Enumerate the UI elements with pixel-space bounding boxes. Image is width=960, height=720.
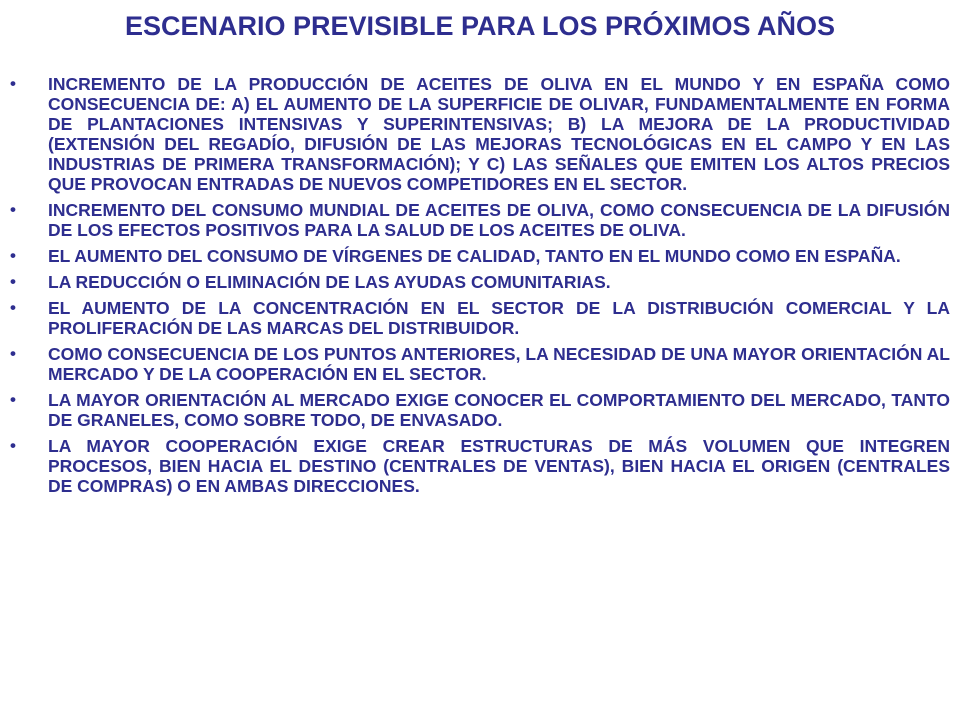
bullet-list xyxy=(0,74,960,502)
bullet-marker: • xyxy=(10,74,16,93)
bullet-text: EL AUMENTO DE LA CONCENTRACIÓN EN EL SECTOR DE LA DISTRIBUCIÓN COMERCIAL Y LA PROLIFERACIÓN DE LAS MARCAS DEL DISTRIBUIDOR. xyxy=(48,298,950,338)
bullet-item xyxy=(10,436,950,496)
bullet-text: LA REDUCCIÓN O ELIMINACIÓN DE LAS AYUDAS COMUNITARIAS. xyxy=(48,272,611,292)
bullet-item xyxy=(10,74,950,194)
bullet-marker: • xyxy=(10,272,16,291)
bullet-text: INCREMENTO DEL CONSUMO MUNDIAL DE ACEITES DE OLIVA, COMO CONSECUENCIA DE LA DIFUSIÓN DE LOS EFECTOS POSITIVOS PARA LA SALUD DE LOS ACEITES DE OLIVA. xyxy=(48,200,950,240)
bullet-item xyxy=(10,298,950,338)
bullet-marker: • xyxy=(10,390,16,409)
bullet-item xyxy=(10,344,950,384)
bullet-text: LA MAYOR ORIENTACIÓN AL MERCADO EXIGE CONOCER EL COMPORTAMIENTO DEL MERCADO, TANTO DE GRANELES, COMO SOBRE TODO, DE ENVASADO. xyxy=(48,390,950,430)
bullet-marker: • xyxy=(10,200,16,219)
bullet-text: EL AUMENTO DEL CONSUMO DE VÍRGENES DE CALIDAD, TANTO EN EL MUNDO COMO EN ESPAÑA. xyxy=(48,246,901,266)
bullet-item xyxy=(10,390,950,430)
bullet-marker: • xyxy=(10,246,16,265)
bullet-marker: • xyxy=(10,298,16,317)
bullet-text: INCREMENTO DE LA PRODUCCIÓN DE ACEITES DE OLIVA EN EL MUNDO Y EN ESPAÑA COMO CONSECUENCIA DE: A) EL AUMENTO DE LA SUPERFICIE DE OLIVAR, FUNDAMENTALMENTE EN FORMA DE PLANTACIONES INTENSIVAS Y SUPERINTENSIVAS; B) LA MEJORA DE LA PRODUCTIVIDAD (EXTENSIÓN DEL REGADÍO, DIFUSIÓN DE LAS MEJORAS TECNOLÓGICAS EN EL CAMPO Y EN LAS INDUSTRIAS DE PRIMERA TRANSFORMACIÓN); Y C) LAS SEÑALES QUE EMITEN LOS ALTOS PRECIOS QUE PROVOCAN ENTRADAS DE NUEVOS COMPETIDORES EN EL SECTOR. xyxy=(48,74,950,194)
bullet-marker: • xyxy=(10,344,16,363)
bullet-text: COMO CONSECUENCIA DE LOS PUNTOS ANTERIORES, LA NECESIDAD DE UNA MAYOR ORIENTACIÓN AL MERCADO Y DE LA COOPERACIÓN EN EL SECTOR. xyxy=(48,344,950,384)
bullet-item xyxy=(10,272,950,292)
slide-title: ESCENARIO PREVISIBLE PARA LOS PRÓXIMOS AÑOS xyxy=(124,11,836,41)
bullet-item xyxy=(10,200,950,240)
bullet-item xyxy=(10,246,950,266)
bullet-marker: • xyxy=(10,436,16,455)
bullet-text: LA MAYOR COOPERACIÓN EXIGE CREAR ESTRUCTURAS DE MÁS VOLUMEN QUE INTEGREN PROCESOS, BIEN HACIA EL DESTINO (CENTRALES DE VENTAS), BIEN HACIA EL ORIGEN (CENTRALES DE COMPRAS) O EN AMBAS DIRECCIONES. xyxy=(48,436,950,496)
